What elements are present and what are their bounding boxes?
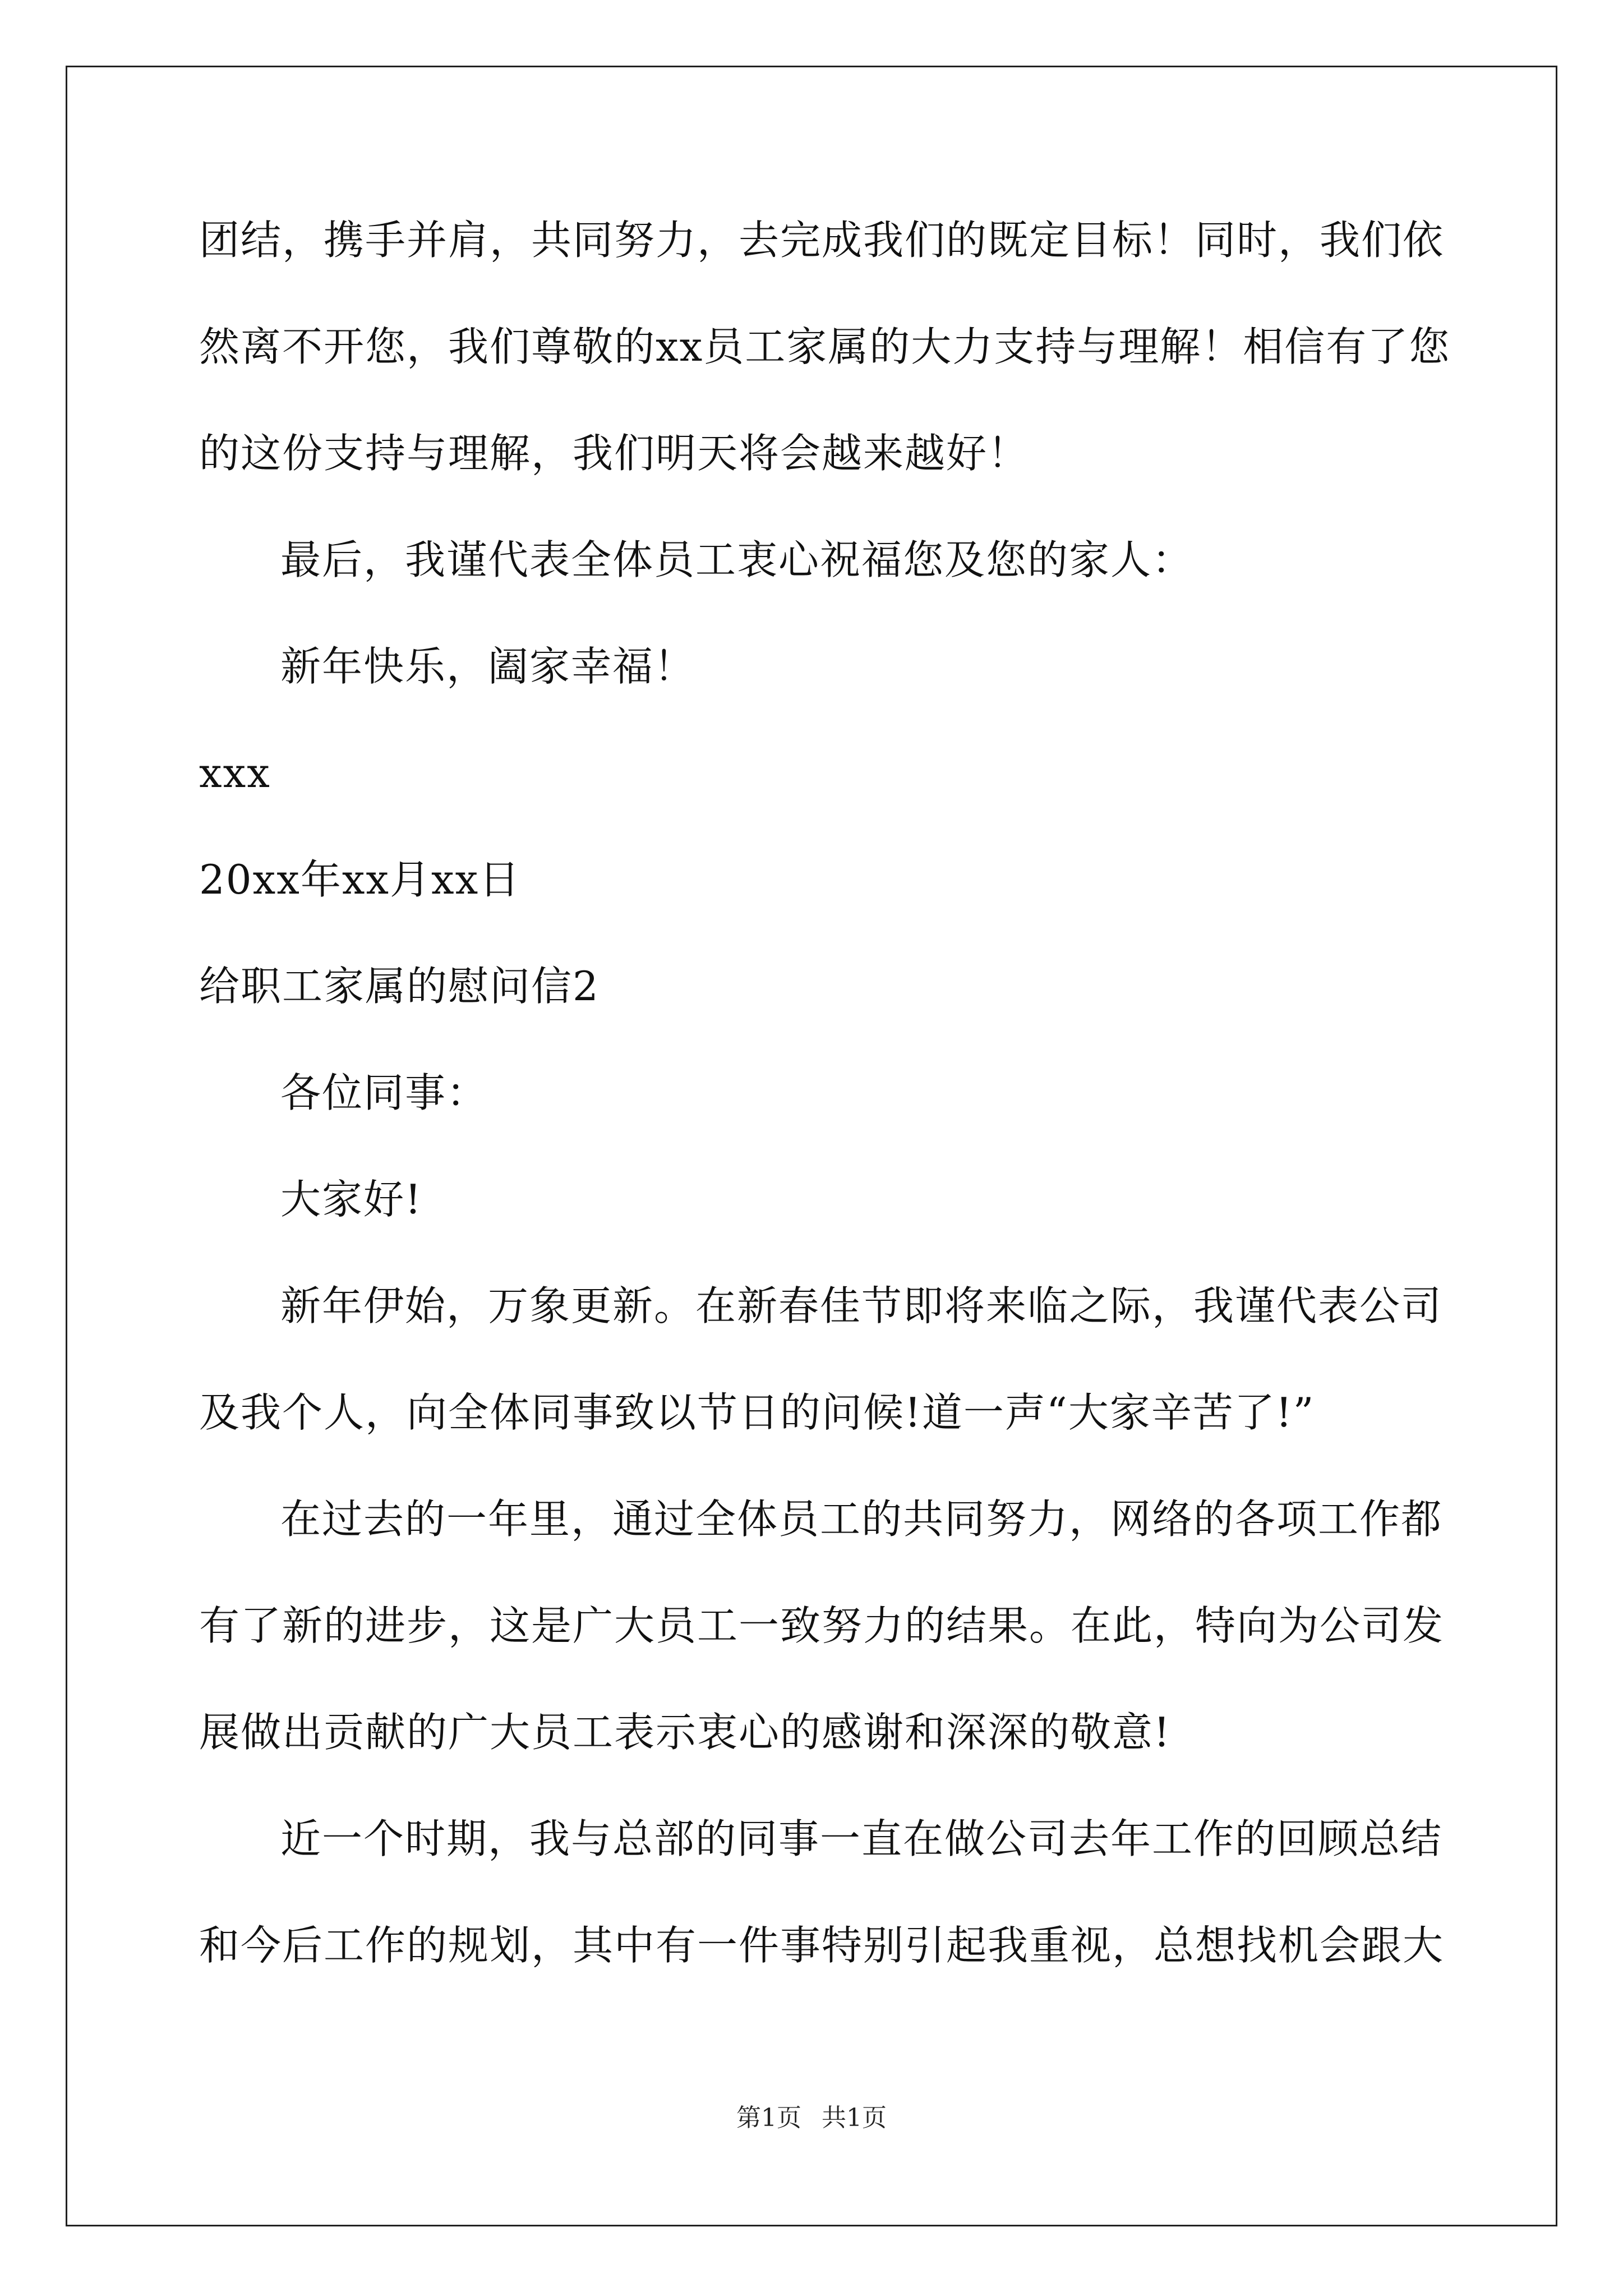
greeting-line: 新年快乐，阖家幸福！ xyxy=(280,643,696,690)
paragraph-line: 在过去的一年里，通过全体员工的共同努力，网络的各项工作都 xyxy=(280,1496,1443,1543)
paragraph-line: 展做出贡献的广大员工表示衷心的感谢和深深的敬意! xyxy=(199,1709,1171,1756)
page-footer xyxy=(0,2102,1623,2134)
salutation: 各位同事： xyxy=(280,1069,488,1116)
paragraph-line: 新年伊始，万象更新。在新春佳节即将来临之际，我谨代表公司 xyxy=(280,1282,1443,1329)
greeting: 大家好! xyxy=(280,1176,422,1223)
section-title: 给职工家属的慰问信2 xyxy=(199,963,600,1010)
paragraph-line: 然离不开您，我们尊敬的xx员工家属的大力支持与理解！相信有了您 xyxy=(199,323,1451,370)
paragraph-line: 有了新的进步，这是广大员工一致努力的结果。在此，特向为公司发 xyxy=(199,1602,1445,1649)
date-line: 20xx年xx月xx日 xyxy=(199,856,521,903)
page-border xyxy=(66,66,1557,2226)
paragraph-line: 团结，携手并肩，共同努力，去完成我们的既定目标！同时，我们依 xyxy=(199,217,1445,264)
page-number-total: 共1页 xyxy=(822,2104,887,2132)
paragraph-line: 和今后工作的规划，其中有一件事特别引起我重视，总想找机会跟大 xyxy=(199,1922,1445,1969)
paragraph-line: 及我个人，向全体同事致以节日的问候!道一声“大家辛苦了!” xyxy=(199,1389,1315,1436)
page-number-current: 第1页 xyxy=(736,2104,801,2132)
closing-line: 最后，我谨代表全体员工衷心祝福您及您的家人： xyxy=(280,536,1194,583)
paragraph-line: 的这份支持与理解，我们明天将会越来越好！ xyxy=(199,430,1030,477)
paragraph-line: 近一个时期，我与总部的同事一直在做公司去年工作的回顾总结 xyxy=(280,1815,1443,1862)
signature: xxx xyxy=(199,749,271,797)
